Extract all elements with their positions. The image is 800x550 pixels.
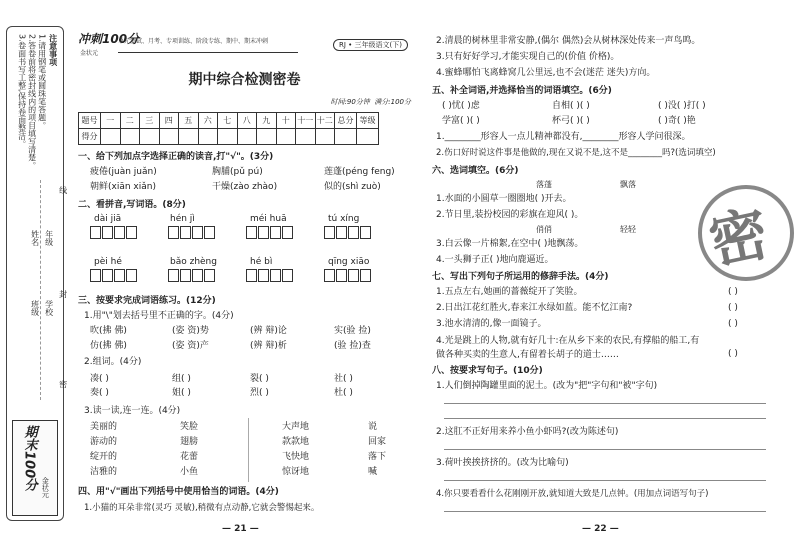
q4-item[interactable]: 2.清晨的树林里非常安静,(偶尔 偶然)会从树林深处传来一声鸟鸣。: [436, 36, 701, 46]
strip-logo-brand: 金状元: [41, 477, 50, 498]
pinyin-label: tú xíng: [328, 214, 360, 224]
q1-heading: 一、给下列加点字选择正确的读音,打"√"。(3分): [78, 152, 274, 162]
match-word[interactable]: 美丽的: [90, 422, 118, 432]
q2-heading: 二、看拼音,写词语。(8分): [78, 200, 186, 210]
match-word[interactable]: 翅膀: [180, 437, 199, 447]
score-header-row: [79, 113, 379, 129]
score-cell[interactable]: [315, 129, 335, 145]
match-word[interactable]: 绽开的: [90, 452, 118, 462]
header-subtitle: 单元测试、月考、专项训练、阶段专练、期中、期末冲刺: [118, 38, 269, 45]
q3-2-item[interactable]: 烈( ): [250, 388, 269, 398]
q3-2-item[interactable]: 组( ): [172, 374, 191, 384]
pinyin-label: dài jiā: [94, 214, 122, 224]
q4-item[interactable]: 4.蜜蜂哪怕飞离蜂窝几公里远,也不会(迷茫 迷失)方向。: [436, 68, 656, 78]
q6-option: 飘落: [620, 180, 636, 189]
pinyin-label: hén jì: [170, 214, 195, 224]
q6-option: 轻轻: [620, 225, 636, 234]
q6-option: 俏俏: [536, 225, 552, 234]
q1-item: 莲蓬(péng feng): [324, 167, 395, 177]
score-cell[interactable]: [179, 129, 199, 145]
pinyin-label: hé bì: [250, 257, 273, 267]
score-header-cell: 九: [257, 113, 277, 129]
char-grid[interactable]: [324, 269, 371, 282]
header: [78, 30, 408, 66]
q5-heading: 五、补全词语,并选择恰当的词语填空。(6分): [432, 86, 612, 96]
secret-stamp: [698, 185, 794, 281]
pinyin-label: bǎo zhèng: [170, 257, 217, 267]
score-row-label: 得分: [79, 129, 101, 145]
score-cell[interactable]: [276, 129, 296, 145]
q7-item: 4.光是跳上的人物,就有好几十:在从乡下来的农民,有撑船的船工,有做各种买卖的生意人,有留着长胡子的道士……: [436, 336, 700, 360]
q7-heading: 七、写出下列句子所运用的修辞手法。(4分): [432, 272, 609, 282]
q5-idiom[interactable]: 自相( )( ): [552, 101, 590, 111]
q3-1-item[interactable]: 实(验 捡): [334, 326, 371, 336]
q6-sentence[interactable]: 3.白云像一片棉絮,在空中( )地飘荡。: [436, 239, 584, 249]
stamp-character: 密: [703, 198, 775, 278]
q5-idiom[interactable]: ( )忧( )虑: [442, 101, 480, 111]
page-number-left: — 21 —: [222, 524, 259, 534]
seal-char-1: 线: [58, 186, 68, 194]
header-bar: [118, 52, 298, 53]
q7-answer-blank[interactable]: ( ): [728, 303, 738, 313]
exam-title: 期中综合检测密卷: [188, 72, 301, 88]
q1-item: 朝鲜(xiān xiǎn): [90, 182, 156, 192]
page-left: [72, 0, 417, 550]
seal-char-3: 密: [58, 380, 68, 388]
q3-1-instruction: 1.用"\"划去括号里不正确的字。(4分): [84, 311, 234, 321]
score-cell[interactable]: [357, 129, 379, 145]
q3-1-item[interactable]: 吹(拂 佛): [90, 326, 127, 336]
q7-item: 3.池水清清的,像一面镜子。: [436, 319, 547, 329]
q6-option: 落蓬: [536, 180, 552, 189]
seal-char-2: 封: [58, 290, 68, 298]
q3-2-item[interactable]: 凑( ): [90, 374, 109, 384]
match-divider: [248, 418, 249, 482]
score-header-cell: 六: [198, 113, 218, 129]
q5-idiom[interactable]: 杯弓( )( ): [552, 116, 590, 126]
brand-name: 冲刺100分: [78, 32, 140, 46]
q3-1-item[interactable]: (验 捡)查: [334, 341, 371, 351]
match-word[interactable]: 花蕾: [180, 452, 199, 462]
score-table: [78, 112, 379, 145]
pinyin-label: qīng xiāo: [328, 257, 370, 267]
q8-item: 1.人们倒掉陶罐里面的泥土。(改为"把"字句和"被"字句): [436, 381, 658, 391]
answer-line[interactable]: [444, 403, 766, 404]
q1-item: 干燥(zào zhào): [212, 182, 278, 192]
match-word[interactable]: 小鱼: [180, 467, 199, 477]
score-header-cell: 五: [179, 113, 199, 129]
q1-item: 似的(shì zuò): [324, 182, 381, 192]
q7-answer-blank[interactable]: ( ): [728, 349, 738, 359]
q5-idiom[interactable]: 学富( )( ): [442, 116, 480, 126]
q3-heading: 三、按要求完成词语练习。(12分): [78, 296, 216, 306]
score-header-cell: 三: [140, 113, 160, 129]
exam-meta: [331, 98, 411, 106]
q3-2-item[interactable]: 社( ): [334, 374, 353, 384]
q5-sentence[interactable]: 2.伤口好时说这件事是他做的,现在又说不是,这不是________吗?(选词填空): [436, 148, 716, 158]
q3-2-item[interactable]: 姐( ): [172, 388, 191, 398]
q3-2-item[interactable]: 裂( ): [250, 374, 269, 384]
q8-heading: 八、按要求写句子。(10分): [432, 366, 543, 376]
score-cell[interactable]: [237, 129, 257, 145]
answer-line[interactable]: [444, 449, 766, 450]
q3-2-item[interactable]: 杜( ): [334, 388, 353, 398]
answer-line[interactable]: [444, 480, 766, 481]
match-word[interactable]: 大声地: [282, 422, 310, 432]
score-header-cell: 十一: [296, 113, 316, 129]
binding-strip: [0, 0, 70, 550]
q3-3-instruction: 3.读一读,连一连。(4分): [84, 406, 181, 416]
char-grid[interactable]: [324, 226, 371, 239]
notes-title: 注意事项: [48, 34, 58, 66]
score-header-cell: 二: [120, 113, 140, 129]
match-word[interactable]: 洁雅的: [90, 467, 118, 477]
q8-item: 3.荷叶挨挨挤挤的。(改为比喻句): [436, 458, 569, 468]
q1-item: 疲倦(juàn juǎn): [90, 167, 157, 177]
char-grid[interactable]: [168, 226, 215, 239]
q3-1-item[interactable]: (辨 辩)论: [250, 326, 287, 336]
brand-sub: 金状元: [80, 50, 99, 57]
match-word[interactable]: 惊讶地: [282, 467, 310, 477]
q8-item: 4.你只要看看什么花刚刚开放,就知道大致是几点钟。(用加点词语写句子): [436, 489, 709, 499]
exam-full-score: 满分:100分: [374, 98, 411, 106]
match-word[interactable]: 说: [368, 422, 378, 432]
exam-time: 时间:90分钟: [330, 98, 370, 106]
q4-item[interactable]: 1.小猫的耳朵非常(灵巧 灵敏),稍微有点动静,它就会警惕起来。: [84, 503, 320, 513]
q3-1-item[interactable]: (辨 辩)析: [250, 341, 287, 351]
match-word[interactable]: 笑脸: [180, 422, 199, 432]
q3-2-item[interactable]: 奏( ): [90, 388, 109, 398]
match-word[interactable]: 游动的: [90, 437, 118, 447]
score-cell[interactable]: [140, 129, 160, 145]
note-1: 1.请用钢笔或圆珠笔答题。: [37, 34, 47, 130]
page-number-right: — 22 —: [582, 524, 619, 534]
score-header-cell: 总分: [335, 113, 357, 129]
score-cell[interactable]: [120, 129, 140, 145]
q6-sentence[interactable]: 2.节日里,装扮校园的彩旗在迎风( )。: [436, 210, 584, 220]
score-cell[interactable]: [198, 129, 218, 145]
match-word[interactable]: 飞快地: [282, 452, 310, 462]
score-header-cell: 一: [101, 113, 121, 129]
q3-2-instruction: 2.组词。(4分): [84, 357, 142, 367]
char-grid[interactable]: [90, 226, 137, 239]
q6-sentence[interactable]: 4.一头狮子正( )地向鹿逼近。: [436, 255, 554, 265]
score-value-row: [79, 129, 379, 145]
answer-line[interactable]: [444, 511, 766, 512]
q7-answer-blank[interactable]: ( ): [728, 319, 738, 329]
seal-line: [40, 180, 41, 400]
grade-badge: RJ • 三年级语文(下): [333, 39, 408, 51]
field-class: 班级: [30, 300, 40, 316]
score-header-cell: 十: [276, 113, 296, 129]
q5-idiom[interactable]: ( )没( )打( ): [658, 101, 706, 111]
score-cell[interactable]: [101, 129, 121, 145]
score-cell[interactable]: [296, 129, 316, 145]
strip-logo: [12, 420, 58, 516]
note-3: 3.卷面书写工整,保持卷面整洁。: [17, 34, 27, 149]
q3-1-item[interactable]: (姿 资)势: [172, 326, 209, 336]
q8-item: 2.这肛不正好用来养小鱼小虾吗?(改为陈述句): [436, 427, 619, 437]
q5-idiom[interactable]: ( )奇( )艳: [658, 116, 696, 126]
q4-heading: 四、用"√"画出下列括号中使用恰当的词语。(4分): [78, 487, 279, 497]
score-cell[interactable]: [257, 129, 277, 145]
field-name: 姓名: [30, 230, 40, 246]
score-cell[interactable]: [335, 129, 357, 145]
note-2: 2.答卷前将密封线内的项目填写清楚。: [27, 34, 37, 170]
answer-line[interactable]: [444, 418, 766, 419]
score-header-cell: 十二: [315, 113, 335, 129]
q7-answer-blank[interactable]: ( ): [728, 287, 738, 297]
score-header-cell: 等级: [357, 113, 379, 129]
field-school: 学校: [44, 300, 54, 316]
match-word[interactable]: 喊: [368, 467, 378, 477]
char-grid[interactable]: [90, 269, 137, 282]
q4-item[interactable]: 3.只有好好学习,才能实现自己的(价值 价格)。: [436, 52, 620, 62]
match-word[interactable]: 回家: [368, 437, 387, 447]
q6-sentence[interactable]: 1.水面的小圆草一圈圈地( )开去。: [436, 194, 572, 204]
char-grid[interactable]: [168, 269, 215, 282]
strip-logo-text: 期末100分: [21, 425, 37, 492]
match-word[interactable]: 款款地: [282, 437, 310, 447]
score-header-cell: 七: [218, 113, 238, 129]
match-word[interactable]: 落下: [368, 452, 387, 462]
q3-1-item[interactable]: 仿(拂 佛): [90, 341, 127, 351]
char-grid[interactable]: [246, 226, 293, 239]
score-header-cell: 八: [237, 113, 257, 129]
q5-sentence[interactable]: 1.________形容人一点儿精神都没有,________形容人学问很深。: [436, 132, 691, 142]
pinyin-label: pèi hé: [94, 257, 122, 267]
score-header-cell: 题号: [79, 113, 101, 129]
q1-item: 胸脯(pǔ pú): [212, 167, 263, 177]
score-cell[interactable]: [159, 129, 179, 145]
char-grid[interactable]: [246, 269, 293, 282]
q7-item: 1.五点左右,她画的蔷薇绽开了笑脸。: [436, 287, 583, 297]
field-grade: 年级: [44, 230, 54, 246]
q3-1-item[interactable]: (姿 资)产: [172, 341, 209, 351]
score-cell[interactable]: [218, 129, 238, 145]
pinyin-label: méi huā: [250, 214, 287, 224]
q6-heading: 六、选词填空。(6分): [432, 166, 519, 176]
q7-item: 2.日出江花红胜火,春来江水绿如蓝。能不忆江南?: [436, 303, 633, 313]
score-header-cell: 四: [159, 113, 179, 129]
